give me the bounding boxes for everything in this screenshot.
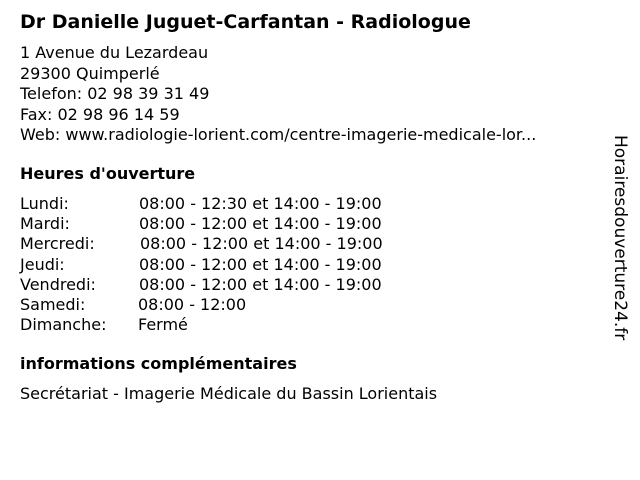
fax-number: Fax: 02 98 96 14 59 xyxy=(20,104,180,124)
address-street: 1 Avenue du Lezardeau xyxy=(20,43,209,62)
info-text: Secrétariat - Imagerie Médicale du Bassin Lorientais xyxy=(20,384,438,403)
day-label: Samedi: xyxy=(20,294,86,314)
day-label: Dimanche: xyxy=(20,315,107,335)
day-label: Lundi: xyxy=(20,194,69,213)
time-value: 08:00 - 12:00 et 14:00 - 19:00 xyxy=(139,214,382,234)
contact-details xyxy=(20,43,536,146)
page-title: Dr Danielle Juguet-Carfantan - Radiologue xyxy=(20,11,471,33)
info-heading: informations complémentaires xyxy=(20,354,297,373)
watermark-text: Horairesdouverture24.fr xyxy=(610,135,630,341)
time-value: 08:00 - 12:00 et 14:00 - 19:00 xyxy=(139,274,382,294)
time-value: Fermé xyxy=(138,315,188,335)
day-label: Mercredi: xyxy=(20,234,95,254)
phone-number: Telefon: 02 98 39 31 49 xyxy=(20,84,210,103)
day-label: Mardi: xyxy=(20,214,70,234)
time-value: 08:00 - 12:30 et 14:00 - 19:00 xyxy=(139,194,382,213)
address-city: 29300 Quimperlé xyxy=(20,63,160,83)
day-label: Vendredi: xyxy=(20,274,96,294)
hours-heading: Heures d'ouverture xyxy=(20,164,196,183)
website-link[interactable]: Web: www.radiologie-lorient.com/centre-imagerie-medicale-lor... xyxy=(20,125,537,144)
day-label: Jeudi: xyxy=(20,254,65,274)
time-value: 08:00 - 12:00 et 14:00 - 19:00 xyxy=(140,234,383,254)
time-value: 08:00 - 12:00 xyxy=(138,294,247,314)
time-value: 08:00 - 12:00 et 14:00 - 19:00 xyxy=(139,254,382,274)
site-watermark xyxy=(608,135,632,375)
